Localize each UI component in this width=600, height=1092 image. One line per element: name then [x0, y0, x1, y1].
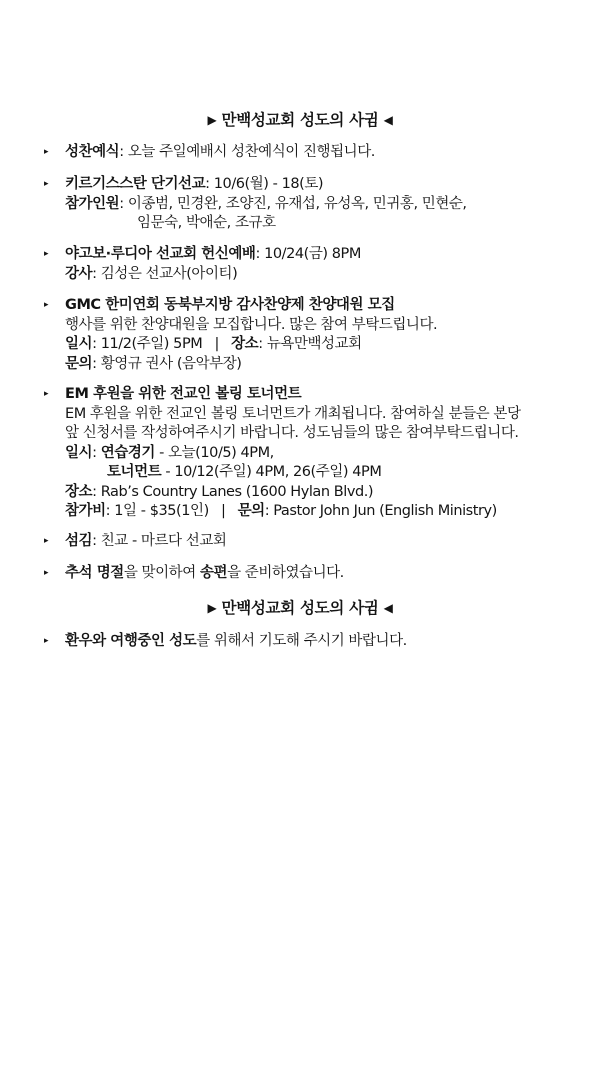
songpyeon: 송편	[199, 565, 228, 581]
gmc-description: 행사를 위한 찬양대원을 모집합니다. 많은 참여 부탁드립니다.	[65, 316, 438, 333]
bowling-date-label: 일시	[65, 444, 93, 461]
bowling-description-line2: 앞 신청서를 작성하여주시기 바랍니다. 성도님들의 많은 참여부탁드립니다.	[65, 425, 519, 441]
list-item-prayer	[0, 632, 600, 652]
participants-line2: 임문숙, 박애순, 조규호	[137, 215, 276, 231]
separator: |	[220, 503, 226, 519]
gmc-contact-label: 문의	[65, 355, 93, 372]
list-item-serving	[0, 532, 600, 552]
participants-line1: : 이종범, 민경완, 조양진, 유재섭, 유성옥, 민귀홍, 민현순,	[119, 195, 467, 212]
bowling-title: EM 후원을 위한 전교인 볼링 토너먼트	[65, 386, 302, 402]
section-heading-fellowship-2	[0, 598, 600, 619]
bullet-icon: ▸	[44, 179, 49, 189]
prayer-subject: 환우와 여행중인 성도	[65, 633, 197, 649]
bowling-contact: : Pastor John Jun (English Ministry)	[264, 503, 497, 519]
bowling-place: : Rab’s Country Lanes (1600 Hylan Blvd.)	[92, 483, 374, 500]
bowling-description-line1: EM 후원을 위한 전교인 볼링 토너먼트가 개최됩니다. 참여하실 분들은 본당	[65, 405, 521, 422]
bullet-icon: ▸	[44, 568, 49, 578]
chuseok-text-end: 을 준비하였습니다.	[227, 565, 344, 581]
jacob-datetime: : 10/24(금) 8PM	[255, 246, 361, 262]
speaker-name: : 김성은 선교사(아이티)	[92, 265, 238, 282]
section-heading-text: 만백성교회 성도의 사귐	[221, 599, 379, 617]
list-item-gmc-choir	[0, 296, 600, 374]
practice-label: 연습경기	[100, 444, 155, 461]
gmc-place-label: 장소	[231, 336, 259, 352]
list-item-chuseok	[0, 564, 600, 584]
section-heading-text: 만백성교회 성도의 사귐	[221, 111, 379, 129]
right-triangle-icon: ▶	[207, 601, 217, 615]
section-heading-fellowship	[0, 110, 600, 131]
bullet-icon: ▸	[44, 249, 49, 259]
fee-label: 참가비	[65, 503, 106, 519]
list-item-jacob-lydia	[0, 245, 600, 284]
communion-label: 성찬예식	[65, 144, 120, 160]
communion-text: : 오늘 주일예배시 성찬예식이 진행됩니다.	[119, 144, 375, 160]
bullet-icon: ▸	[44, 536, 49, 546]
bowling-contact-label: 문의	[237, 503, 265, 519]
gmc-date: : 11/2(주일) 5PM	[92, 336, 203, 352]
tournament-label: 토너먼트	[107, 464, 162, 480]
fee-value: : 1일 - $35(1인)	[105, 503, 209, 519]
prayer-text: 를 위해서 기도해 주시기 바랍니다.	[196, 633, 407, 649]
kyrgyz-title: 키르기스스탄 단기선교	[65, 176, 206, 192]
practice-time: - 오늘(10/5) 4PM,	[154, 444, 274, 461]
left-triangle-icon: ◀	[383, 113, 393, 127]
gmc-title: GMC 한미연회 동북부지방 감사찬양제 찬양대원 모집	[65, 297, 395, 313]
bullet-icon: ▸	[44, 147, 49, 157]
tournament-time: - 10/12(주일) 4PM, 26(주일) 4PM	[161, 464, 382, 480]
participants-label: 참가인원	[65, 195, 120, 212]
gmc-date-label: 일시	[65, 336, 93, 352]
kyrgyz-dates: : 10/6(월) - 18(토)	[205, 176, 324, 192]
jacob-title: 야고보·루디아 선교회 헌신예배	[65, 246, 256, 262]
bullet-icon: ▸	[44, 389, 49, 399]
list-item-communion	[0, 143, 600, 163]
serving-label: 섬김	[65, 533, 93, 549]
serving-text: : 친교 - 마르다 선교회	[92, 533, 227, 549]
bullet-icon: ▸	[44, 300, 49, 310]
speaker-label: 강사	[65, 265, 93, 282]
list-item-kyrgyzstan-mission	[0, 175, 600, 234]
list-item-em-bowling: ▸ EM 후원을 위한 전교인 볼링 토너먼트 EM 후원을 위한 전교인 볼링 토너먼트가 개최됩니다. 참여하실 분들은 본당 앞 신청서를 작성하여주시기 바랍니다. 성도님들의 많은 참여부탁드립니다. 일시: 연습경기 - 오늘(10/5) 4PM, 토너먼트 - 10/12(주일) 4PM, 26(주일) 4PM 장소: Rab’s Country Lanes (1600 Hylan Blvd.) 참가비: 1일 - $35(1인) | 문의: Pastor John Jun (English Ministry)	[0, 385, 600, 522]
right-triangle-icon: ▶	[207, 113, 217, 127]
gmc-contact: : 황영규 권사 (음악부장)	[92, 355, 242, 372]
chuseok-text: 을 맞이하여	[123, 565, 200, 581]
bowling-place-label: 장소	[65, 483, 93, 500]
gmc-place: : 뉴욕만백성교회	[258, 336, 362, 352]
separator: |	[214, 336, 219, 352]
bullet-icon: ▸	[44, 636, 49, 646]
chuseok-holiday: 추석 명절	[65, 565, 124, 581]
left-triangle-icon: ◀	[383, 601, 393, 615]
